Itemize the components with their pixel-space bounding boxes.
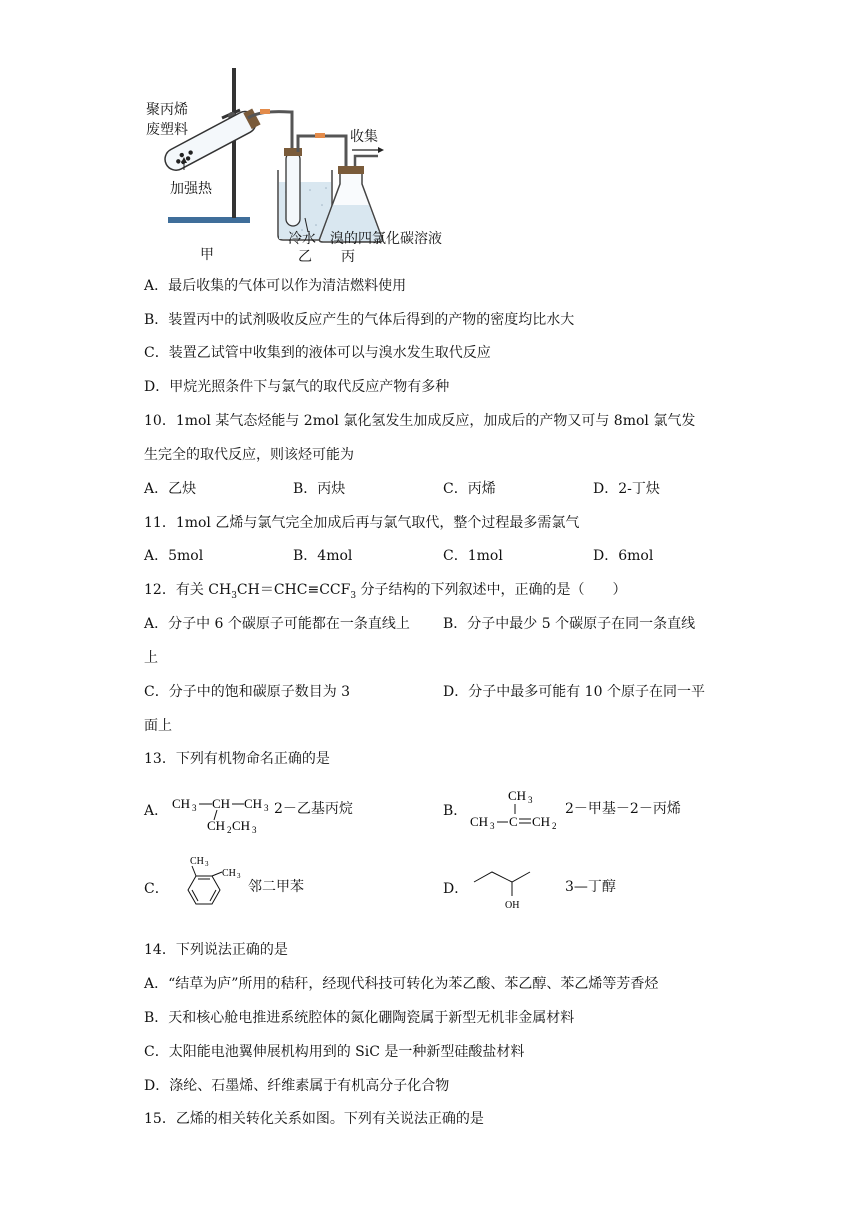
q12-option-d: D．分子中最多可能有 10 个原子在同一平 (443, 684, 705, 700)
q13-option-b-structure (468, 786, 568, 832)
q11-option-b: B．4mol (293, 548, 353, 564)
q12-formula: $CH_3CH=CHC\equiv CCF_3$ (208, 582, 357, 601)
q11-option-d: D．6mol (593, 548, 654, 564)
q12-option-a-wrap: 上 (144, 650, 158, 666)
label-yi: 乙 (298, 249, 312, 265)
q14-stem: 14．下列说法正确的是 (144, 942, 288, 958)
q13-stem: 13．下列有机物命名正确的是 (144, 751, 330, 767)
svg-text:OH: OH (505, 900, 520, 911)
q9-option-c: C．装置乙试管中收集到的液体可以与溴水发生取代反应 (144, 345, 491, 361)
svg-text:CH: CH (232, 818, 251, 833)
svg-text:CH: CH (172, 796, 191, 811)
q13-option-c-name: 邻二甲苯 (248, 879, 304, 895)
svg-text:CH: CH (532, 814, 551, 829)
q12-stem-prefix: 12．有关 (144, 582, 209, 598)
svg-text:3: 3 (192, 803, 197, 813)
q14-option-d: D．涤纶、石墨烯、纤维素属于有机高分子化合物 (144, 1078, 450, 1094)
svg-text:CH: CH (244, 796, 263, 811)
svg-text:CH: CH (190, 856, 204, 867)
q10-stem-line2: 生完全的取代反应，则该烃可能为 (144, 447, 354, 463)
q12-stem (144, 580, 627, 606)
q12-option-b: B．分子中最少 5 个碳原子在同一条直线 (443, 616, 696, 632)
label-bing: 丙 (341, 249, 355, 265)
svg-text:CH: CH (222, 868, 236, 879)
q13-option-b-name: 2－甲基－2－丙烯 (565, 801, 681, 817)
q13-option-d-structure (468, 864, 558, 912)
svg-text:C: C (509, 814, 518, 829)
q15-stem: 15．乙烯的相关转化关系如图。下列有关说法正确的是 (144, 1111, 484, 1127)
q13-option-a-name: 2－乙基丙烷 (274, 801, 353, 817)
q10-option-d: D．2-丁炔 (593, 481, 660, 497)
q11-option-a: A．5mol (144, 548, 204, 564)
svg-text:3: 3 (264, 803, 269, 813)
q13-option-c-letter: C． (144, 881, 169, 897)
svg-text:3: 3 (237, 872, 241, 880)
svg-text:3: 3 (528, 795, 533, 805)
label-jia: 甲 (200, 247, 214, 263)
q13-option-b-letter: B． (443, 803, 468, 819)
svg-text:3: 3 (205, 860, 209, 868)
q13-option-d-letter: D． (443, 881, 469, 897)
label-bromine-solution: 溴的四氯化碳溶液 (330, 231, 442, 247)
q11-stem: 11．1mol 乙烯与氯气完全加成后再与氯气取代，整个过程最多需氯气 (144, 515, 580, 531)
q10-option-c: C．丙烯 (443, 481, 496, 497)
q13-option-a-structure (170, 786, 274, 834)
q10-stem-line1: 10．1mol 某气态烃能与 2mol 氯化氢发生加成反应，加成后的产物又可与 8mol 氯气发 (144, 413, 696, 429)
label-collect: 收集 (350, 129, 378, 145)
label-cold-water: 冷水 (288, 231, 316, 247)
q13-option-c-structure (170, 852, 250, 916)
svg-text:3: 3 (252, 825, 257, 834)
svg-text:CH: CH (470, 814, 489, 829)
q12-option-c: C．分子中的饱和碳原子数目为 3 (144, 684, 351, 700)
label-waste-plastic: 废塑料 (146, 122, 188, 138)
q13-option-d-name: 3—丁醇 (565, 879, 616, 895)
q10-option-b: B．丙炔 (293, 481, 346, 497)
q9-option-a: A．最后收集的气体可以作为清洁燃料使用 (144, 278, 407, 294)
svg-text:CH: CH (207, 818, 226, 833)
label-heat: 加强热 (170, 181, 212, 197)
label-polymer: 聚丙烯 (146, 102, 188, 118)
svg-text:CH: CH (212, 796, 231, 811)
q13-option-a-letter: A． (144, 803, 169, 819)
svg-text:2: 2 (552, 821, 557, 831)
svg-text:3: 3 (490, 821, 495, 831)
svg-text:CH: CH (508, 788, 527, 803)
q11-option-c: C．1mol (443, 548, 503, 564)
q12-stem-suffix: 分子结构的下列叙述中，正确的是（ ） (356, 582, 627, 598)
svg-text:2: 2 (227, 825, 232, 834)
q14-option-b: B．天和核心舱电推进系统腔体的氮化硼陶瓷属于新型无机非金属材料 (144, 1010, 575, 1026)
q9-option-d: D．甲烷光照条件下与氯气的取代反应产物有多种 (144, 379, 450, 395)
q14-option-c: C．太阳能电池翼伸展机构用到的 SiC 是一种新型硅酸盐材料 (144, 1044, 525, 1060)
q9-option-b: B．装置丙中的试剂吸收反应产生的气体后得到的产物的密度均比水大 (144, 312, 575, 328)
q14-option-a: A．“结草为庐”所用的秸秆，经现代科技可转化为苯乙酸、苯乙醇、苯乙烯等芳香烃 (144, 976, 659, 992)
q10-option-a: A．乙炔 (144, 481, 197, 497)
q12-option-d-wrap: 面上 (144, 718, 172, 734)
q12-option-a: A．分子中 6 个碳原子可能都在一条直线上 (144, 616, 410, 632)
